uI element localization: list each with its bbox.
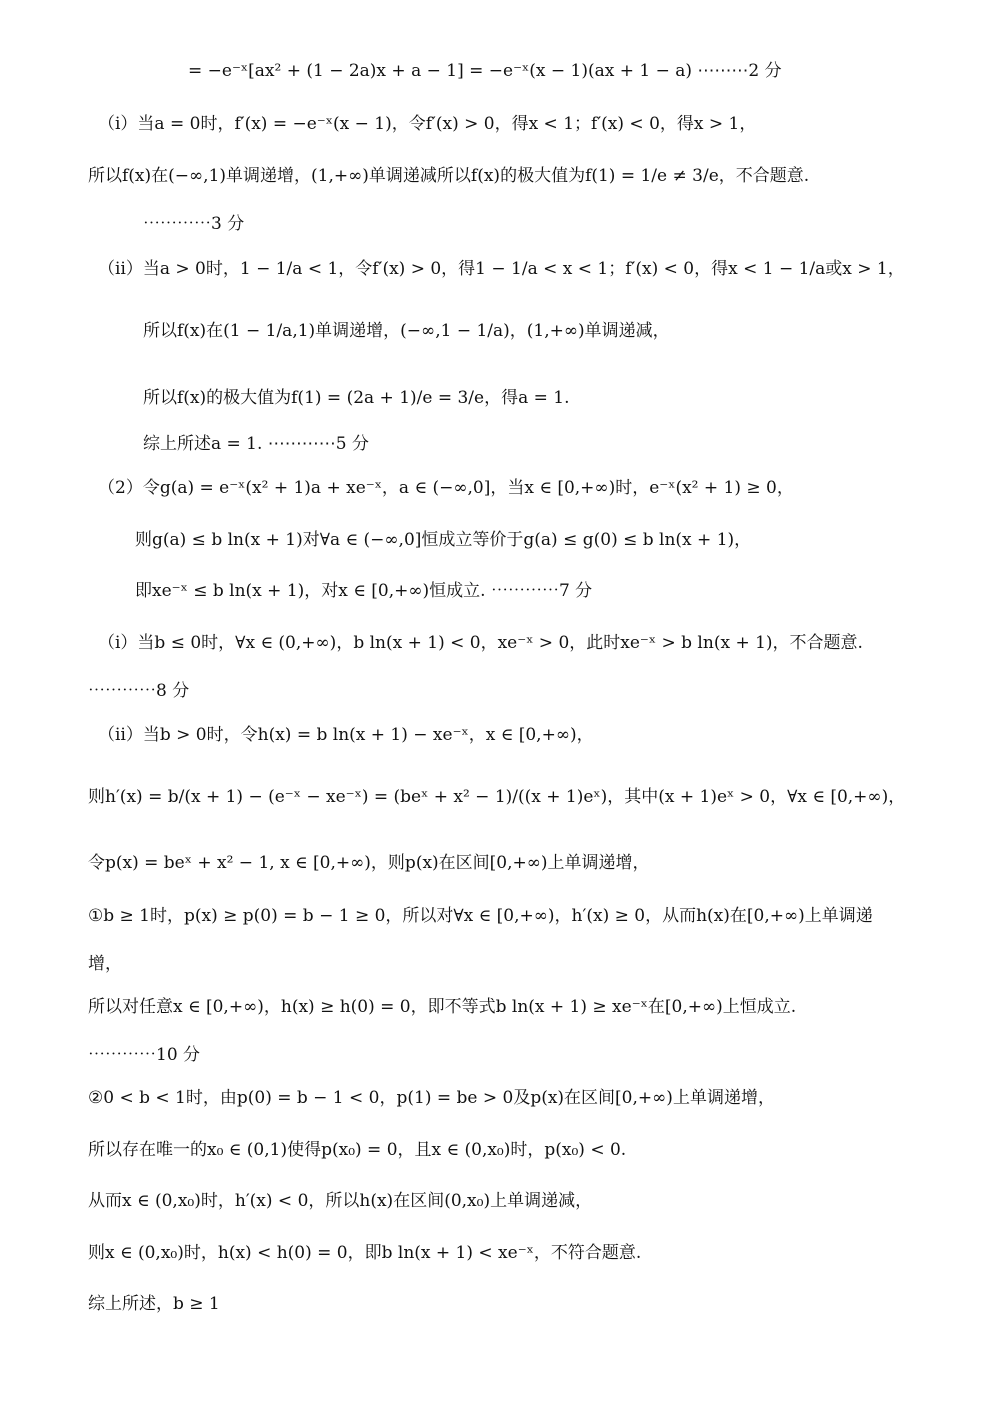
text-line: 从而x ∈ (0,x₀)时，h′(x) < 0，所以h(x)在区间(0,x₀)上单调递减， [88,1191,593,1211]
text-line: ⋯⋯⋯⋯8 分 [88,681,190,701]
text-line: （2）令g(a) = e⁻ˣ(x² + 1)a + xe⁻ˣ，a ∈ (−∞,0]，当x ∈ [0,+∞)时，e⁻ˣ(x² + 1) ≥ 0， [98,478,794,498]
text-line: 增， [88,954,122,974]
text-line: 所以对任意x ∈ [0,+∞)，h(x) ≥ h(0) = 0，即不等式b ln(x + 1) ≥ xe⁻ˣ在[0,+∞)上恒成立. [88,997,797,1017]
text-line: （ⅰ）当a = 0时，f′(x) = −e⁻ˣ(x − 1)，令f′(x) > 0，得x < 1；f′(x) < 0，得x > 1， [98,114,757,134]
text-line: ⋯⋯⋯⋯3 分 [143,214,245,234]
text-line: （ⅰ）当b ≤ 0时，∀x ∈ (0,+∞)，b ln(x + 1) < 0，xe⁻ˣ > 0，此时xe⁻ˣ > b ln(x + 1)，不合题意. [98,633,863,653]
text-line: （ⅱ）当a > 0时，1 − 1/a < 1，令f′(x) > 0，得1 − 1/a < x < 1；f′(x) < 0，得x < 1 − 1/a或x > 1， [98,259,905,279]
text-line: ①b ≥ 1时，p(x) ≥ p(0) = b − 1 ≥ 0，所以对∀x ∈ [0,+∞)，h′(x) ≥ 0，从而h(x)在[0,+∞)上单调递 [88,906,873,926]
text-line: 所以f(x)在(−∞,1)单调递增，(1,+∞)单调递减所以f(x)的极大值为f(1) = 1/e ≠ 3/e，不合题意. [88,166,810,186]
text-line: 则h′(x) = b/(x + 1) − (e⁻ˣ − xe⁻ˣ) = (beˣ + x² − 1)/((x + 1)eˣ)，其中(x + 1)eˣ > 0，∀x ∈ [0,+∞)， [88,787,906,807]
text-line: 即xe⁻ˣ ≤ b ln(x + 1)，对x ∈ [0,+∞)恒成立. ⋯⋯⋯⋯7 分 [135,581,593,601]
text-line: 令p(x) = beˣ + x² − 1, x ∈ [0,+∞)，则p(x)在区间[0,+∞)上单调递增， [88,853,650,873]
text-line: 所以f(x)在(1 − 1/a,1)单调递增，(−∞,1 − 1/a)，(1,+∞)单调递减， [143,321,670,341]
text-line: 综上所述a = 1. ⋯⋯⋯⋯5 分 [143,434,370,454]
text-line: ②0 < b < 1时，由p(0) = b − 1 < 0，p(1) = be > 0及p(x)在区间[0,+∞)上单调递增， [88,1088,775,1108]
text-line: 所以f(x)的极大值为f(1) = (2a + 1)/e = 3/e，得a = 1. [143,388,570,408]
text-line: ⋯⋯⋯⋯10 分 [88,1045,201,1065]
text-line: 则g(a) ≤ b ln(x + 1)对∀a ∈ (−∞,0]恒成立等价于g(a) ≤ g(0) ≤ b ln(x + 1)， [135,530,752,550]
text-line: 则x ∈ (0,x₀)时，h(x) < h(0) = 0，即b ln(x + 1) < xe⁻ˣ，不符合题意. [88,1243,642,1263]
text-line: 综上所述，b ≥ 1 [88,1294,220,1314]
text-line: 所以存在唯一的x₀ ∈ (0,1)使得p(x₀) = 0，且x ∈ (0,x₀)时，p(x₀) < 0. [88,1140,627,1160]
text-line: （ⅱ）当b > 0时，令h(x) = b ln(x + 1) − xe⁻ˣ，x ∈ [0,+∞)， [98,725,594,745]
text-line: = −e⁻ˣ[ax² + (1 − 2a)x + a − 1] = −e⁻ˣ(x − 1)(ax + 1 − a) ⋯⋯⋯2 分 [188,61,782,81]
